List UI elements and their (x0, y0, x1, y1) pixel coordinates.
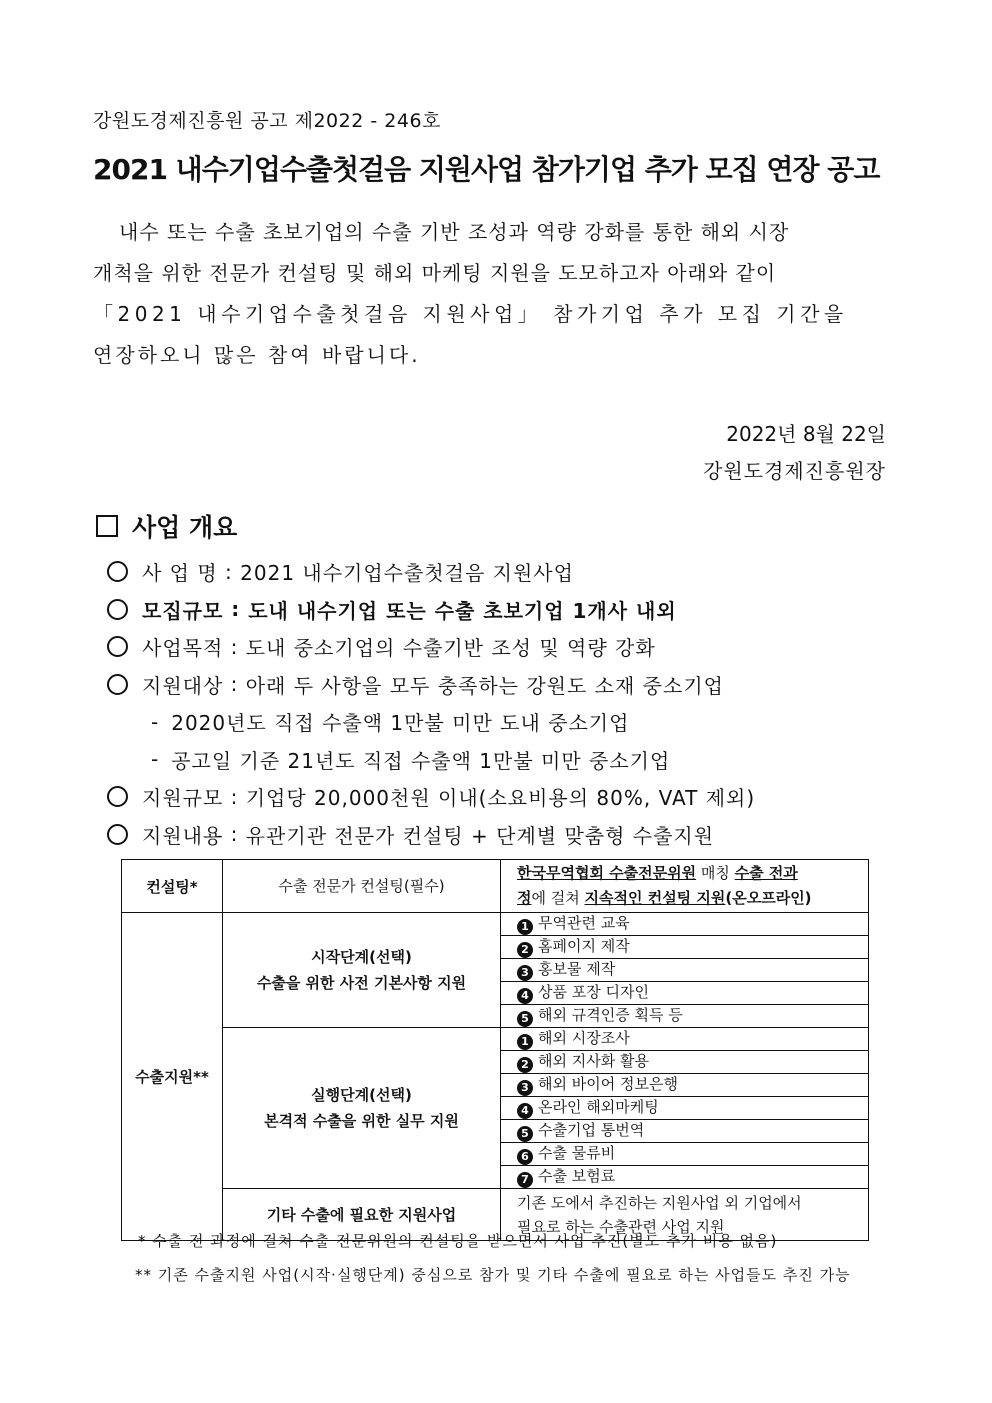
table-cell (501, 1005, 869, 1028)
support-table (121, 859, 869, 1241)
desc-line: 필요로 하는 수출관련 사업 지원 (517, 1217, 725, 1236)
desc-part: 지속적인 컨설팅 지원 (584, 889, 726, 907)
cell-text: 해외 바이어 정보은행 (538, 1075, 678, 1093)
exec-stage-title: 실행단계(선택) (311, 1086, 412, 1104)
item-value: 유관기관 전문가 컨설팅 + 단계별 맞춤형 수출지원 (245, 823, 715, 848)
item-label: 지원대상 (142, 673, 224, 698)
overview-list (107, 553, 927, 853)
desc-part: 에 걸쳐 (531, 889, 585, 907)
number-3-icon: 3 (517, 965, 533, 981)
number-1-icon: 1 (517, 1034, 533, 1050)
circle-bullet-icon (107, 561, 128, 582)
cell-text: 수출 물류비 (538, 1144, 616, 1162)
cell-text: 홍보물 제작 (538, 960, 616, 978)
number-4-icon: 4 (517, 1103, 533, 1119)
table-cell (501, 936, 869, 959)
table-cell (501, 1143, 869, 1166)
number-1-icon: 1 (517, 919, 533, 935)
item-label: 사 업 명 (142, 561, 218, 586)
page-title: 2021 내수기업수출첫걸음 지원사업 참가기업 추가 모집 연장 공고 (93, 153, 880, 186)
table-cell (501, 1028, 869, 1051)
item-value: 아래 두 사항을 모두 충족하는 강원도 소재 중소기업 (245, 673, 724, 698)
intro-line: 연장하오니 많은 참여 바랍니다. (93, 343, 421, 367)
export-support-label: 수출지원** (122, 913, 223, 1241)
number-5-icon: 5 (517, 1011, 533, 1027)
exec-stage-cell (223, 1028, 501, 1189)
consulting-label: 컨설팅* (122, 860, 223, 913)
table-cell (501, 982, 869, 1005)
issuer-name: 강원도경제진흥원장 (703, 459, 886, 483)
cell-text: 홈페이지 제작 (538, 937, 630, 955)
table-row (122, 860, 869, 913)
item-value: 2021 내수기업수출첫걸음 지원사업 (240, 561, 574, 586)
list-item: 모집규모 : 도내 내수기업 또는 수출 초보기업 1개사 내외 (107, 591, 927, 629)
item-value: 도내 내수기업 또는 수출 초보기업 1개사 내외 (248, 598, 677, 623)
number-5-icon: 5 (517, 1126, 533, 1142)
item-label: 모집규모 (142, 598, 224, 623)
consulting-desc (501, 860, 869, 913)
announcement-date: 2022년 8월 22일 (726, 422, 886, 446)
dash-bullet: - (151, 709, 160, 734)
item-label: 지원내용 (142, 823, 224, 848)
desc-part: 정 (517, 889, 532, 907)
sub-item (107, 703, 927, 741)
item-value: 기업당 20,000천원 이내(소요비용의 80%, VAT 제외) (245, 786, 756, 811)
start-stage-desc: 수출을 위한 사전 기본사항 지원 (256, 974, 467, 992)
item-label: 지원규모 (142, 786, 224, 811)
intro-line: 개척을 위한 전문가 컨설팅 및 해외 마케팅 지원을 도모하고자 아래와 같이 (93, 261, 777, 285)
other-support-label: 기타 수출에 필요한 지원사업 (223, 1189, 501, 1241)
number-7-icon: 7 (517, 1172, 533, 1188)
desc-part: 수출 전과 (734, 864, 798, 882)
table-cell (501, 1120, 869, 1143)
notice-number: 강원도경제진흥원 공고 제2022 - 246호 (93, 110, 441, 132)
footnote: ** 기존 수출지원 사업(시작·실행단계) 중심으로 참가 및 기타 수출에 필요로 하는 사업들도 추진 가능 (135, 1266, 851, 1284)
number-4-icon: 4 (517, 988, 533, 1004)
table-row (122, 913, 869, 936)
table-cell (501, 1074, 869, 1097)
intro-line: 「2021 내수기업수출첫걸음 지원사업」 참가기업 추가 모집 기간을 (93, 302, 848, 326)
table-row (122, 1028, 869, 1051)
list-item: 지원대상 : 아래 두 사항을 모두 충족하는 강원도 소재 중소기업 (107, 666, 927, 704)
desc-part: (온오프라인) (725, 889, 812, 907)
intro-paragraph (93, 212, 898, 376)
cell-text: 온라인 해외마케팅 (538, 1098, 659, 1116)
cell-text: 해외 시장조사 (538, 1029, 630, 1047)
section-heading (96, 508, 237, 544)
list-item: 사 업 명 : 2021 내수기업수출첫걸음 지원사업 (107, 553, 927, 591)
sub-item (107, 741, 927, 779)
list-item: 사업목적 : 도내 중소기업의 수출기반 조성 및 역량 강화 (107, 628, 927, 666)
number-2-icon: 2 (517, 1057, 533, 1073)
circle-bullet-icon (107, 824, 128, 845)
table-cell (501, 1166, 869, 1189)
desc-part: 한국무역협회 수출전문위원 (517, 864, 697, 882)
number-3-icon: 3 (517, 1080, 533, 1096)
table-cell (501, 1097, 869, 1120)
table-cell (501, 959, 869, 982)
dash-bullet: - (151, 747, 160, 772)
cell-text: 수출기업 통번역 (538, 1121, 645, 1139)
desc-line: 기존 도에서 추진하는 지원사업 외 기업에서 (517, 1193, 802, 1212)
section-title: 사업 개요 (132, 513, 238, 542)
desc-part: 매칭 (696, 864, 735, 882)
table-cell (501, 1051, 869, 1074)
footnote: * 수출 전 과정에 걸쳐 수출 전문위원의 컨설팅을 받으면서 사업 추진(별도 추가 비용 없음) (138, 1232, 778, 1250)
square-bullet-icon (96, 515, 118, 537)
start-stage-title: 시작단계(선택) (311, 948, 412, 966)
item-label: 사업목적 (142, 636, 224, 661)
circle-bullet-icon (107, 599, 128, 620)
number-2-icon: 2 (517, 942, 533, 958)
cell-text: 무역관련 교육 (538, 914, 630, 932)
circle-bullet-icon (107, 674, 128, 695)
list-item: 지원내용 : 유관기관 전문가 컨설팅 + 단계별 맞춤형 수출지원 (107, 816, 927, 854)
start-stage-cell (223, 913, 501, 1028)
cell-text: 수출 보험료 (538, 1167, 616, 1185)
number-6-icon: 6 (517, 1149, 533, 1165)
item-value: 도내 중소기업의 수출기반 조성 및 역량 강화 (245, 636, 656, 661)
cell-text: 상품 포장 디자인 (538, 983, 649, 1001)
cell-text: 해외 지사화 활용 (538, 1052, 649, 1070)
intro-line: 내수 또는 수출 초보기업의 수출 기반 조성과 역량 강화를 통한 해외 시장 (119, 220, 790, 244)
circle-bullet-icon (107, 786, 128, 807)
list-item: 지원규모 : 기업당 20,000천원 이내(소요비용의 80%, VAT 제외) (107, 778, 927, 816)
sub-item-text: 2020년도 직접 수출액 1만불 미만 도내 중소기업 (171, 711, 630, 736)
circle-bullet-icon (107, 636, 128, 657)
sub-item-text: 공고일 기준 21년도 직접 수출액 1만불 미만 중소기업 (171, 748, 671, 773)
exec-stage-desc: 본격적 수출을 위한 실무 지원 (264, 1112, 459, 1130)
consulting-type: 수출 전문가 컨설팅(필수) (223, 860, 501, 913)
cell-text: 해외 규격인증 획득 등 (538, 1006, 683, 1024)
table-cell (501, 913, 869, 936)
